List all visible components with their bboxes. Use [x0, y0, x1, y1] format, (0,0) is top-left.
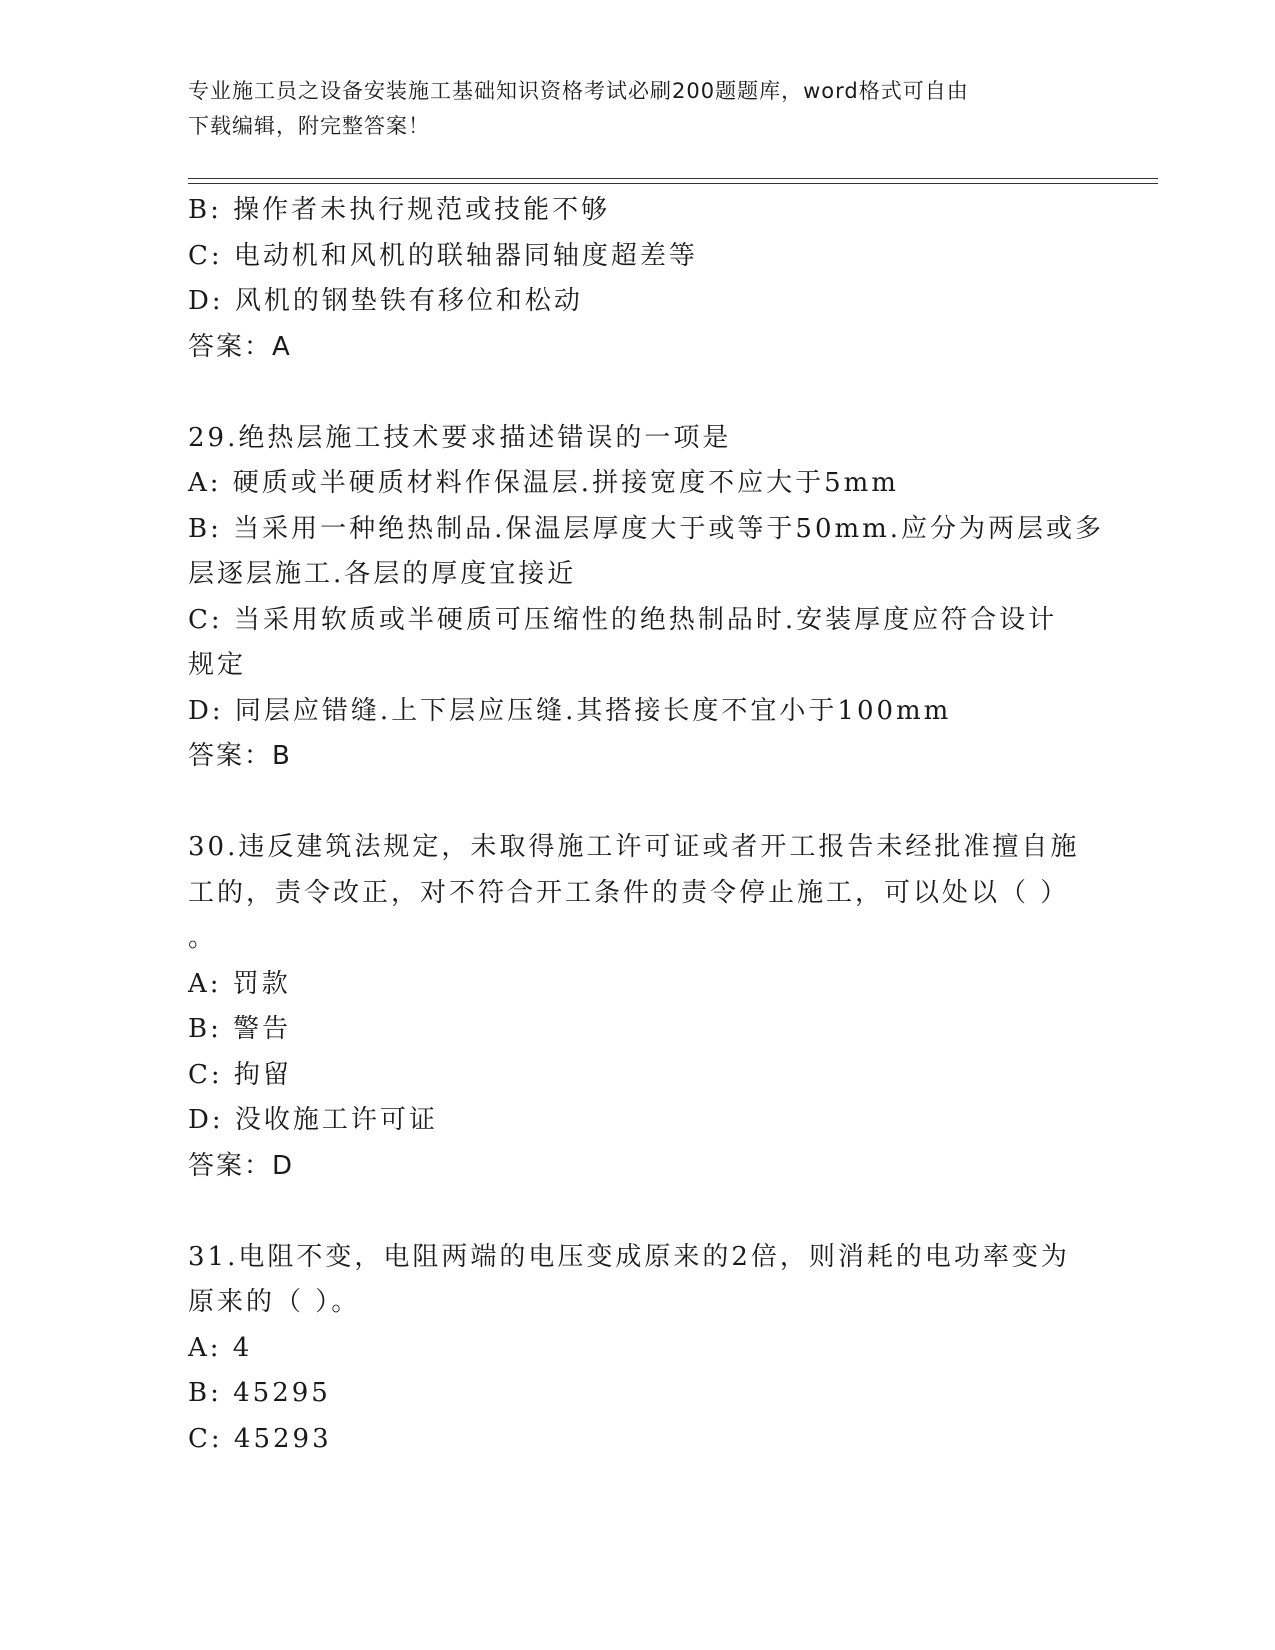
q31-question-line-1: 31.电阻不变，电阻两端的电压变成原来的2倍，则消耗的电功率变为 — [188, 1241, 1070, 1272]
question-list — [188, 188, 1105, 1462]
q30-answer: 答案：D — [188, 1150, 295, 1181]
header-divider-bottom — [188, 183, 1158, 184]
q30-question-line-1: 30.违反建筑法规定，未取得施工许可证或者开工报告未经批准擅自施 — [188, 832, 1080, 862]
q29-question: 29.绝热层施工技术要求描述错误的一项是 — [188, 422, 732, 453]
q30-option-b: B: 警告 — [188, 1014, 292, 1044]
q28-option-d: D: 风机的钢垫铁有移位和松动 — [188, 286, 583, 316]
q31-option-a: A: 4 — [188, 1332, 253, 1363]
q28-option-c: C: 电动机和风机的联轴器同轴度超差等 — [188, 240, 698, 271]
q28-option-b: B: 操作者未执行规范或技能不够 — [188, 195, 611, 225]
q31-option-b: B: 45295 — [188, 1378, 331, 1408]
q29-option-a: A: 硬质或半硬质材料作保温层.拼接宽度不应大于5mm — [188, 468, 899, 498]
q30-question-line-2: 工的，责令改正，对不符合开工条件的责令停止施工，可以处以（ ） — [188, 877, 1070, 908]
q29-option-b-line-2: 层逐层施工.各层的厚度宜接近 — [188, 559, 577, 589]
q29-option-c-line-1: C: 当采用软质或半硬质可压缩性的绝热制品时.安装厚度应符合设计 — [188, 604, 1058, 635]
q29-option-b-line-1: B: 当采用一种绝热制品.保温层厚度大于或等于50mm.应分为两层或多 — [188, 513, 1105, 544]
q30-option-a: A: 罚款 — [188, 968, 291, 999]
q29-option-c-line-2: 规定 — [188, 650, 247, 680]
q28-answer: 答案：A — [188, 331, 292, 362]
q30-option-d: D: 没收施工许可证 — [188, 1105, 438, 1135]
q29-answer: 答案：B — [188, 741, 292, 771]
spacer — [188, 1189, 1088, 1235]
header-divider-top — [188, 178, 1158, 179]
spacer — [188, 780, 1088, 826]
header-line-2: 下载编辑，附完整答案！ — [188, 114, 430, 138]
q31-option-c: C: 45293 — [188, 1423, 332, 1454]
q30-question-line-3: 。 — [188, 923, 218, 953]
spacer — [188, 370, 1088, 416]
q30-option-c: C: 拘留 — [188, 1059, 292, 1090]
q29-option-d: D: 同层应错缝.上下层应压缝.其搭接长度不宜小于100mm — [188, 695, 952, 726]
q31-question-line-2: 原来的（ ）。 — [188, 1287, 361, 1317]
document-header — [188, 74, 1088, 144]
header-line-1: 专业施工员之设备安装施工基础知识资格考试必刷200题题库，word格式可自由 — [188, 79, 969, 103]
